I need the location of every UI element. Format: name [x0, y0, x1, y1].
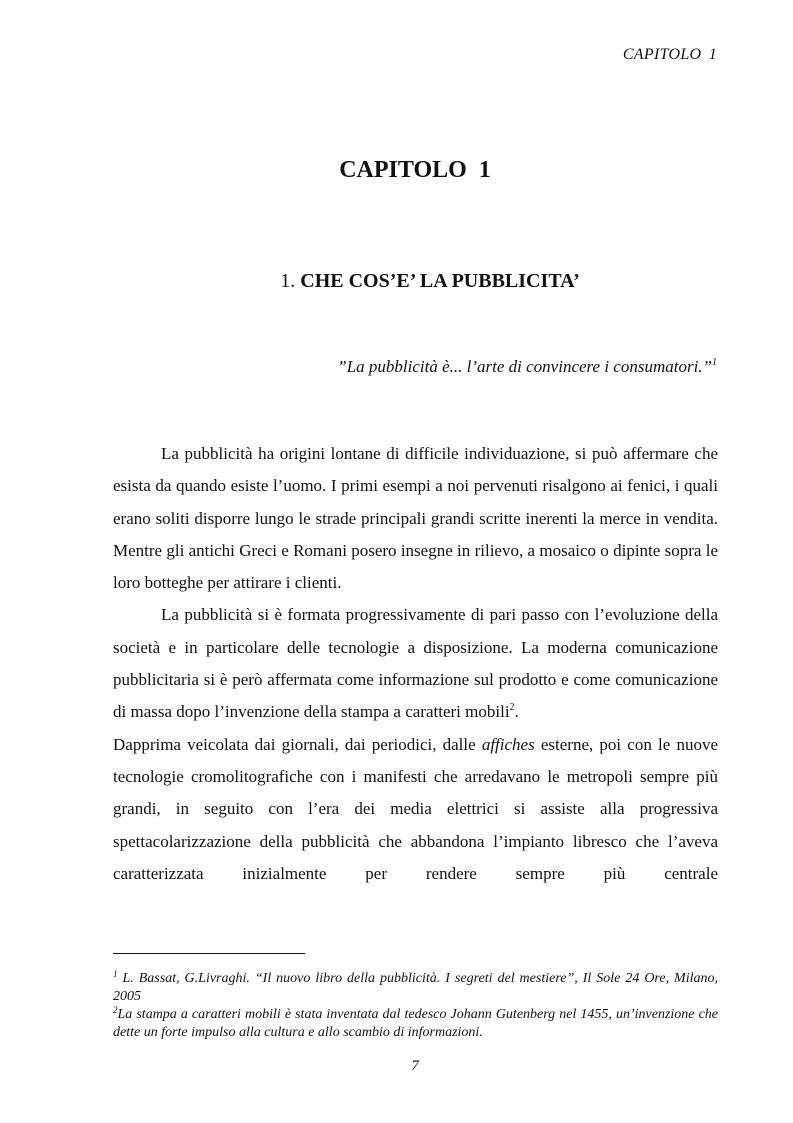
section-number: 1.	[280, 270, 296, 292]
footnote-text: La stampa a caratteri mobili è stata inventata dal tedesco Johann Gutenberg nel 1455, un’invenzione che dette un forte impulso alla cultura e allo scambio di informazioni.	[113, 1007, 718, 1040]
epigraph	[337, 357, 717, 377]
paragraph-text: Dapprima veicolata dai giornali, dai periodici, dalle	[113, 734, 482, 754]
footnote-marker: 1	[113, 969, 118, 979]
paragraph-end: .	[514, 702, 519, 722]
paragraph-text: esterne, poi con le nuove tecnologie cromolitografiche con i manifesti che arredavano le metropoli sempre più grandi, in seguito con l’era dei media elettrici si assiste alla progressiva spettacolarizzazione della pubblicità che abbandona l’impianto libresco che l’aveva caratterizzata inizialmente per rendere sempre più centrale	[113, 734, 718, 883]
footnote	[113, 970, 718, 1006]
paragraph	[113, 599, 718, 728]
footnote-ref: 1	[712, 357, 717, 368]
section-title: CHE COS’E’ LA PUBBLICITA’	[300, 270, 580, 292]
footnote-divider	[113, 953, 305, 954]
epigraph-text: ”La pubblicità è... l’arte di convincere i consumatori.”	[337, 357, 712, 376]
section-heading	[0, 270, 793, 293]
paragraph: La pubblicità ha origini lontane di difficile individuazione, si può affermare che esista da quando esiste l’uomo. I primi esempi a noi pervenuti risalgono ai fenici, i quali erano soliti disporre lungo le strade principali grandi scritte inerenti la merce in vendita. Mentre gli antichi Greci e Romani posero insegne in rilievo, a mosaico o dipinte sopra le loro botteghe per attirare i clienti.	[113, 444, 718, 593]
footnote-ref: 2	[509, 702, 515, 714]
italic-term: affiches	[481, 734, 535, 754]
footnote	[113, 1006, 718, 1042]
paragraph	[113, 729, 718, 890]
page-number: 7	[411, 1058, 419, 1074]
footnote-text: L. Bassat, G.Livraghi. “Il nuovo libro della pubblicità. I segreti del mestiere”, Il Sole 24 Ore, Milano, 2005	[113, 971, 718, 1004]
footnote-marker: 2	[113, 1005, 118, 1015]
running-header: CAPITOLO 1	[622, 46, 717, 63]
paragraph-text: La pubblicità si è formata progressivamente di pari passo con l’evoluzione della società e in particolare delle tecnologie a disposizione. La moderna comunicazione pubblicitaria si è però affermata come informazione sul prodotto e come comunicazione di massa dopo l’invenzione della stampa a caratteri mobili	[113, 605, 718, 722]
footnotes	[113, 970, 718, 1042]
body-text	[113, 438, 718, 890]
chapter-title: CAPITOLO 1	[339, 157, 491, 183]
